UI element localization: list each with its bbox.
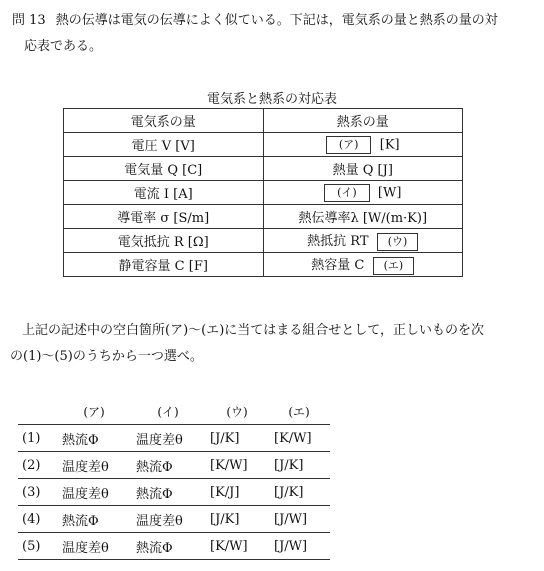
cell-right: 熱伝導率λ [W/(m·K)] <box>263 205 463 229</box>
header-thermal: 熱系の量 <box>263 109 463 133</box>
blank-box-c: (ウ) <box>377 233 419 251</box>
answer-cell: [J/W] <box>270 506 330 533</box>
cell-right <box>263 229 463 253</box>
answer-cell: [J/W] <box>270 533 330 560</box>
answer-cell: [J/K] <box>270 452 330 479</box>
blank-box-a: (ア) <box>326 136 372 154</box>
answer-header: (イ) <box>132 398 206 425</box>
table-row <box>64 229 463 253</box>
table-row <box>64 157 463 181</box>
question-line-1: 熱の伝導は電気の伝導によく似ている。下記は，電気系の量と熱系の量の対 <box>55 13 498 28</box>
answer-cell: 温度差θ <box>58 452 132 479</box>
answer-cell: 熱流Φ <box>132 452 206 479</box>
answer-cell: [K/W] <box>270 425 330 452</box>
blank-box-d: (エ) <box>373 257 415 275</box>
cell-right-unit: [W] <box>377 185 402 200</box>
answer-row <box>18 506 330 533</box>
question-line-2: 応表である。 <box>24 39 103 54</box>
answer-choices-table <box>18 398 330 560</box>
instruction-line-2: の(1)～(5)のうちから一つ選べ。 <box>10 349 203 364</box>
answer-cell: [J/K] <box>270 479 330 506</box>
answer-cell: [J/K] <box>206 425 270 452</box>
answer-cell: 熱流Φ <box>132 533 206 560</box>
answer-cell: [K/J] <box>206 479 270 506</box>
cell-right-label: 熱抵抗 RT <box>307 234 369 250</box>
cell-right <box>263 133 463 157</box>
answer-option-number: (1) <box>18 425 58 452</box>
answer-row <box>18 452 330 479</box>
answer-header: (エ) <box>270 398 330 425</box>
instruction-text <box>10 318 532 370</box>
answer-cell: 温度差θ <box>132 506 206 533</box>
table-row <box>64 181 463 205</box>
table-row <box>64 253 463 277</box>
blank-box-b: (イ) <box>324 184 370 202</box>
table-title: 電気系と熱系の対応表 <box>206 92 337 107</box>
instruction-line-1: 上記の記述中の空白箇所(ア)～(エ)に当てはまる組合せとして，正しいものを次 <box>22 323 485 338</box>
answer-option-number: (3) <box>18 479 58 506</box>
header-electric: 電気系の量 <box>64 109 264 133</box>
cell-right: 熱量 Q [J] <box>263 157 463 181</box>
answer-row <box>18 425 330 452</box>
answer-row <box>18 533 330 560</box>
answer-cell: 熱流Φ <box>132 479 206 506</box>
cell-right <box>263 253 463 277</box>
answer-cell: [K/W] <box>206 452 270 479</box>
answer-header: (ウ) <box>206 398 270 425</box>
cell-left: 導電率 σ [S/m] <box>64 205 264 229</box>
table-row <box>64 205 463 229</box>
answer-cell: 温度差θ <box>58 479 132 506</box>
table-header-row <box>64 109 463 133</box>
answer-cell: 熱流Φ <box>58 425 132 452</box>
cell-right <box>263 181 463 205</box>
cell-right-label: 熱容量 C <box>311 258 365 274</box>
question-number: 問 13 <box>12 13 46 28</box>
question-text <box>12 8 532 60</box>
answer-cell: [K/W] <box>206 533 270 560</box>
correspondence-table <box>63 108 463 277</box>
cell-left: 電圧 V [V] <box>64 133 264 157</box>
answer-option-number: (2) <box>18 452 58 479</box>
cell-right-unit: [K] <box>379 137 400 152</box>
cell-left: 静電容量 C [F] <box>64 253 264 277</box>
answer-cell: 温度差θ <box>132 425 206 452</box>
answer-option-number: (5) <box>18 533 58 560</box>
answer-header <box>18 398 58 425</box>
answer-header: (ア) <box>58 398 132 425</box>
answer-cell: 熱流Φ <box>58 506 132 533</box>
answer-cell: 温度差θ <box>58 533 132 560</box>
cell-left: 電流 I [A] <box>64 181 264 205</box>
answer-option-number: (4) <box>18 506 58 533</box>
cell-left: 電気抵抗 R [Ω] <box>64 229 264 253</box>
cell-left: 電気量 Q [C] <box>64 157 264 181</box>
answer-row <box>18 479 330 506</box>
table-row <box>64 133 463 157</box>
answer-cell: [J/K] <box>206 506 270 533</box>
answer-header-row <box>18 398 330 425</box>
